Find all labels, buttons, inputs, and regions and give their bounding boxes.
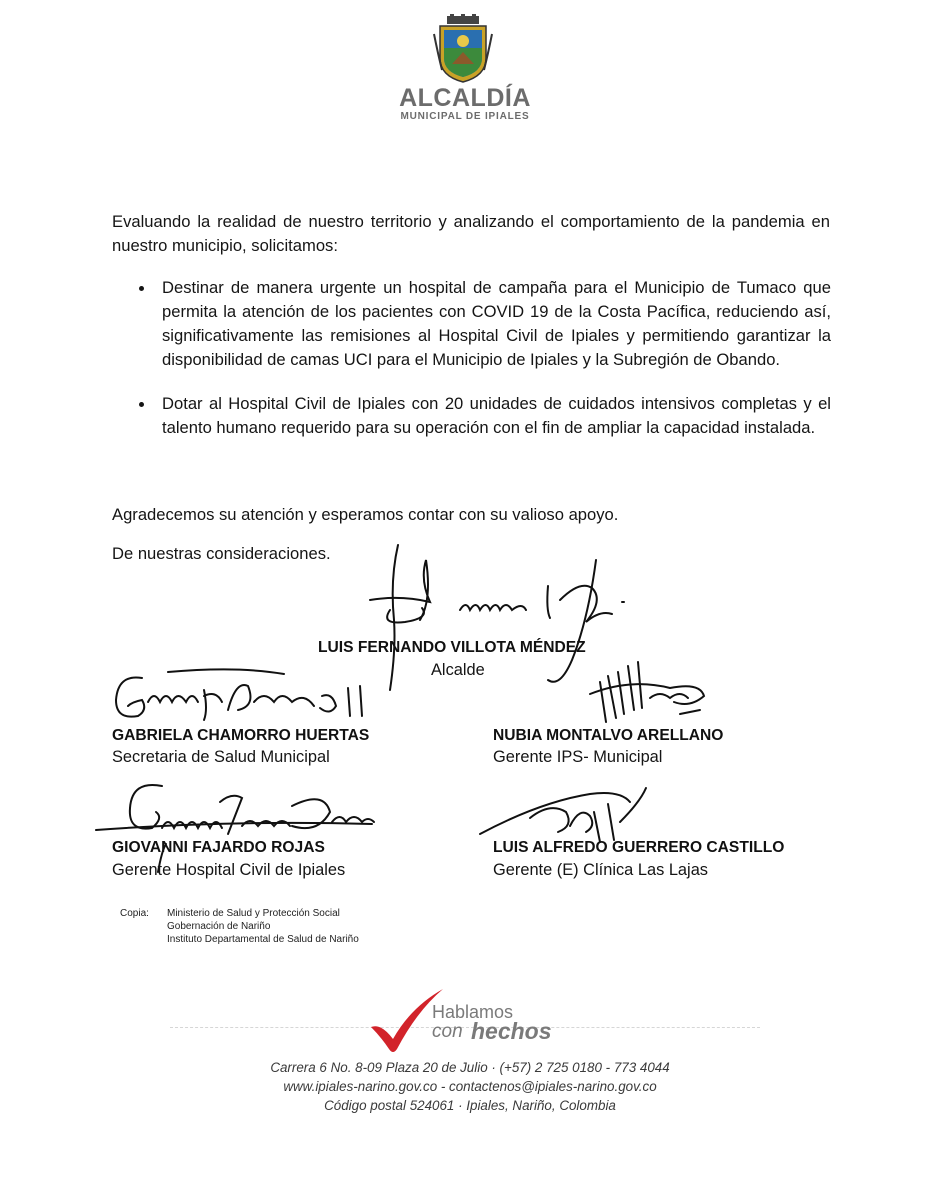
hospital-manager-name: GIOVANNI FAJARDO ROJAS	[112, 839, 325, 856]
slogan-line-2a: con	[432, 1021, 463, 1042]
closing-line: De nuestras consideraciones.	[112, 544, 331, 563]
clinic-manager-role: Gerente (E) Clínica Las Lajas	[493, 861, 708, 879]
thanks-paragraph: Agradecemos su atención y esperamos contar con su valioso apoyo.	[112, 505, 619, 524]
intro-paragraph: Evaluando la realidad de nuestro territorio y analizando el comportamiento de la pandemia en nuestro municipio, solicitamos:	[112, 212, 830, 255]
copy-recipient: Instituto Departamental de Salud de Nariño	[167, 934, 359, 945]
copy-recipient: Gobernación de Nariño	[167, 921, 271, 932]
request-item: Dotar al Hospital Civil de Ipiales con 20 unidades de cuidados intensivos completas y el talento humano requerido para su operación con el fin de ampliar la capacidad instalada.	[135, 392, 831, 440]
mayor-role: Alcalde	[431, 661, 485, 679]
clinic-manager-name: LUIS ALFREDO GUERRERO CASTILLO	[493, 839, 785, 856]
ips-manager-signature	[570, 658, 720, 728]
request-item: Destinar de manera urgente un hospital de campaña para el Municipio de Tumaco que permita la atención de los pacientes con COVID 19 de la Costa Pacífica, reduciendo así, significativamente las remisiones al Hospital Civil de Ipiales y permitiendo garantizar la disponibilidad de camas UCI para el Municipio de Ipiales y la Subregión de Obando.	[135, 276, 831, 372]
ips-manager-name: NUBIA MONTALVO ARELLANO	[493, 727, 724, 744]
ips-manager-role: Gerente IPS- Municipal	[493, 748, 663, 766]
footer-address: Carrera 6 No. 8-09 Plaza 20 de Julio · (+57) 2 725 0180 - 773 4044	[270, 1060, 670, 1075]
health-secretary-name: GABRIELA CHAMORRO HUERTAS	[112, 727, 370, 744]
health-secretary-role: Secretaria de Salud Municipal	[112, 748, 330, 766]
slogan-line-1: Hablamos	[432, 1002, 514, 1022]
slogan-line-2b: hechos	[471, 1018, 552, 1044]
copy-recipient-list	[167, 907, 359, 946]
municipal-crest-icon	[432, 14, 494, 84]
header-title: ALCALDÍA	[399, 84, 531, 112]
footer-divider	[170, 1027, 760, 1028]
copy-recipient: Ministerio de Salud y Protección Social	[167, 908, 340, 919]
footer-web-contact: www.ipiales-narino.gov.co - contactenos@ipiales-narino.gov.co	[283, 1079, 657, 1094]
header-subtitle: MUNICIPAL DE IPIALES	[400, 111, 530, 122]
footer-postal: Código postal 524061 · Ipiales, Nariño, Colombia	[324, 1098, 616, 1113]
copy-label: Copia:	[120, 908, 149, 919]
mayor-name: LUIS FERNANDO VILLOTA MÉNDEZ	[318, 639, 586, 656]
hospital-manager-role: Gerente Hospital Civil de Ipiales	[112, 861, 346, 879]
request-list	[135, 276, 831, 460]
